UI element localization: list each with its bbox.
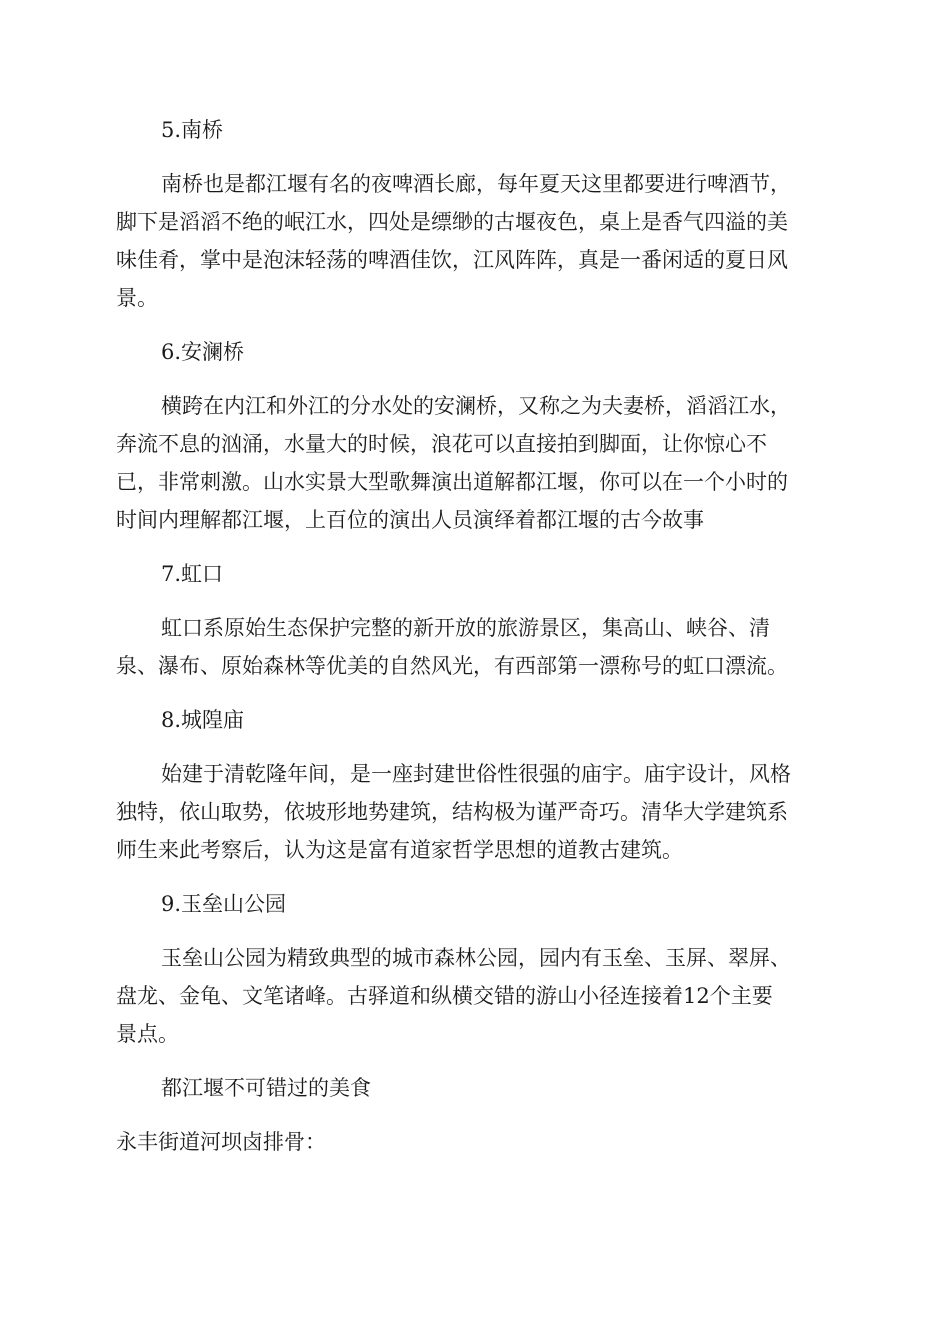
paragraph-line: 时间内理解都江堰，上百位的演出人员演绎着都江堰的古今故事 xyxy=(116,508,704,532)
section-heading-6: 6.安澜桥 xyxy=(161,340,245,364)
paragraph-line: 虹口系原始生态保护完整的新开放的旅游景区，集高山、峡谷、清 xyxy=(161,616,770,640)
paragraph-line: 景。 xyxy=(116,286,158,310)
section-heading-9: 9.玉垒山公园 xyxy=(161,892,287,916)
paragraph-line: 盘龙、金龟、文笔诸峰。古驿道和纵横交错的游山小径连接着12个主要 xyxy=(116,984,773,1008)
paragraph-line: 泉、瀑布、原始森林等优美的自然风光，有西部第一漂称号的虹口漂流。 xyxy=(116,654,788,678)
paragraph-line: 已，非常刺激。山水实景大型歌舞演出道解都江堰，你可以在一个小时的 xyxy=(116,470,788,494)
paragraph-line: 南桥也是都江堰有名的夜啤酒长廊，每年夏天这里都要进行啤酒节， xyxy=(161,172,791,196)
food-section-heading: 都江堰不可错过的美食 xyxy=(161,1076,371,1100)
paragraph-line: 景点。 xyxy=(116,1022,179,1046)
paragraph-line: 脚下是滔滔不绝的岷江水，四处是缥缈的古堰夜色，桌上是香气四溢的美 xyxy=(116,210,788,234)
section-heading-8: 8.城隍庙 xyxy=(161,708,245,732)
paragraph-line: 横跨在内江和外江的分水处的安澜桥，又称之为夫妻桥，滔滔江水， xyxy=(161,394,791,418)
section-heading-7: 7.虹口 xyxy=(161,562,224,586)
food-item-title: 永丰街道河坝卤排骨： xyxy=(116,1130,326,1154)
paragraph-line: 奔流不息的汹涌，水量大的时候，浪花可以直接拍到脚面，让你惊心不 xyxy=(116,432,767,456)
paragraph-line: 师生来此考察后，认为这是富有道家哲学思想的道教古建筑。 xyxy=(116,838,683,862)
section-heading-5: 5.南桥 xyxy=(161,118,224,142)
paragraph-line: 独特，依山取势，依坡形地势建筑，结构极为谨严奇巧。清华大学建筑系 xyxy=(116,800,788,824)
paragraph-line: 玉垒山公园为精致典型的城市森林公园，园内有玉垒、玉屏、翠屏、 xyxy=(161,946,791,970)
paragraph-line: 始建于清乾隆年间，是一座封建世俗性很强的庙宇。庙宇设计，风格 xyxy=(161,762,791,786)
paragraph-line: 味佳肴，掌中是泡沫轻荡的啤酒佳饮，江风阵阵，真是一番闲适的夏日风 xyxy=(116,248,788,272)
